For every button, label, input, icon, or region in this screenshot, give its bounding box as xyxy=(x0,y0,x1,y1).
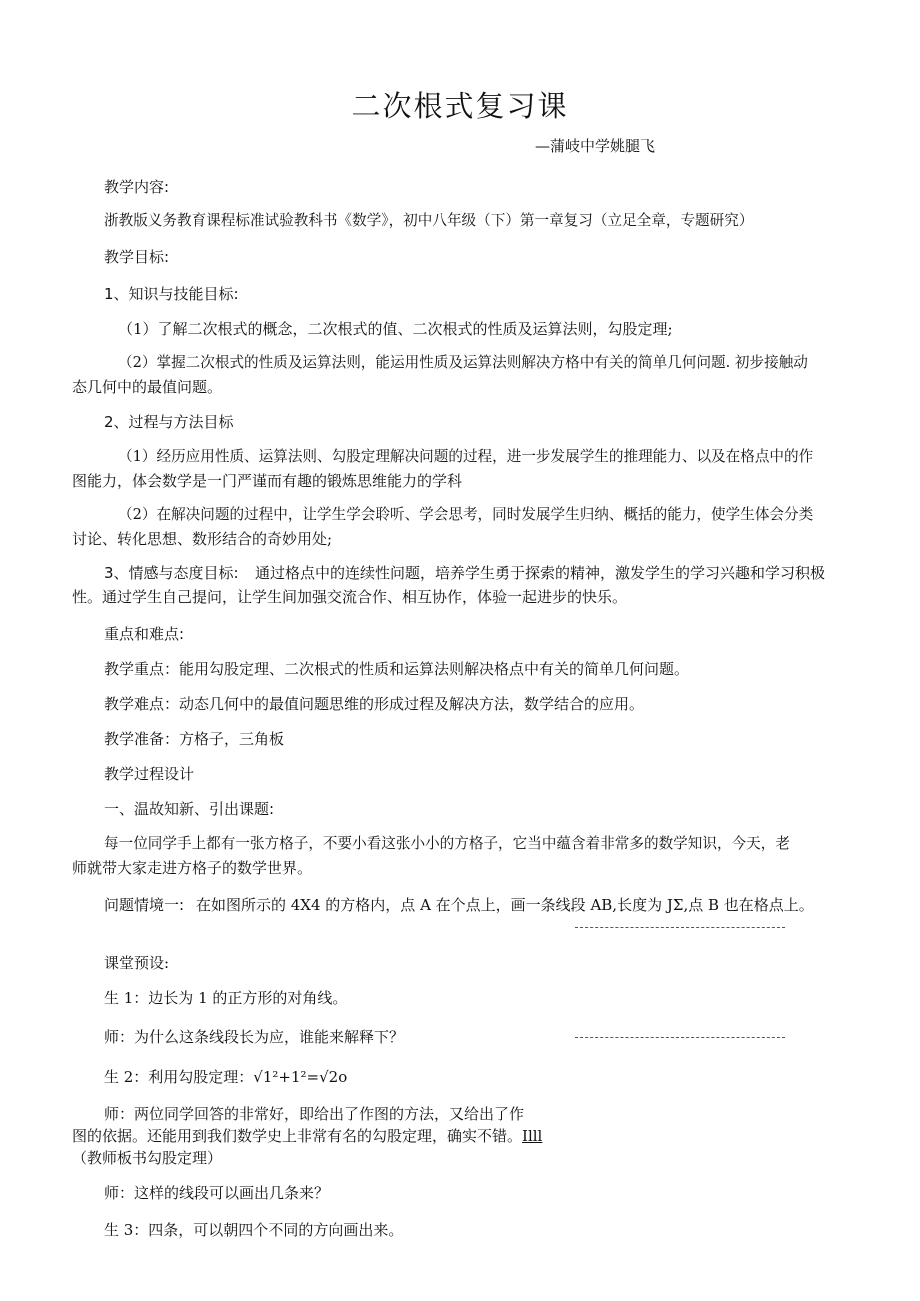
part1-text-a: 每一位同学手上都有一张方格子，不要小看这张小小的方格子，它当中蕴含着非常多的数学知识，今天，老 xyxy=(104,835,790,852)
author-line: —蒲岐中学姚腿飞 xyxy=(535,137,656,155)
goal1-paragraph-1: （1）了解二次根式的概念，二次根式的值、二次根式的性质及运算法则，勾股定理; xyxy=(118,320,673,338)
problem-label: 问题情境一: xyxy=(104,896,185,914)
content-heading: 教学内容: xyxy=(104,178,170,196)
teacher-2b-mark: Illl xyxy=(522,1127,543,1145)
dashed-line-1 xyxy=(575,927,785,928)
student-2: 生 2：利用勾股定理：√1²+1²=√2o xyxy=(104,1068,348,1086)
student-1: 生 1：边长为 1 的正方形的对角线。 xyxy=(104,989,348,1007)
part1-text-b: 师就带大家走进方格子的数学世界。 xyxy=(72,859,313,877)
teacher-2b-text: 图的依据。还能用到我们数学史上非常有名的勾股定理，确实不错。 xyxy=(72,1127,523,1145)
goal1-heading: 1、知识与技能目标: xyxy=(104,285,239,303)
goal3-text-b: 性。通过学生自己提问，让学生间加强交流合作、相互协作，体验一起进步的快乐。 xyxy=(72,588,628,606)
teacher-1: 师：为什么这条线段长为应，谁能来解释下？ xyxy=(104,1028,405,1046)
goal2-paragraph-1b: 图能力，体会数学是一门严谨而有趣的锻炼思维能力的学科 xyxy=(72,472,463,490)
student-3: 生 3：四条，可以朝四个不同的方向画出来。 xyxy=(104,1221,404,1239)
part1-heading: 一、温故知新、引出课题: xyxy=(104,800,275,818)
goal3-text-a: 通过格点中的连续性问题，培养学生勇于探索的精神，激发学生的学习兴趣和学习积极 xyxy=(255,564,826,582)
problem-text: 在如图所示的 4X4 的方格内，点 A 在个点上，画一条线段 AB,长度为 JΣ,点 B 也在格点上。 xyxy=(196,896,814,914)
goal2-heading: 2、过程与方法目标 xyxy=(104,413,234,431)
goals-heading: 教学目标: xyxy=(104,248,170,266)
process-heading: 教学过程设计 xyxy=(104,765,195,783)
key-point: 教学重点：能用勾股定理、二次根式的性质和运算法则解决格点中有关的简单几何问题。 xyxy=(104,660,690,678)
goal1-paragraph-2b: 态几何中的最值问题。 xyxy=(72,378,223,396)
teacher-3: 师：这样的线段可以画出几条来？ xyxy=(104,1184,330,1202)
key-heading: 重点和难点: xyxy=(104,625,185,643)
preparation: 教学准备：方格子，三角板 xyxy=(104,730,285,748)
difficult-point: 教学难点：动态几何中的最值问题思维的形成过程及解决方法，数学结合的应用。 xyxy=(104,695,645,713)
teacher-2c: （教师板书勾股定理） xyxy=(72,1149,223,1167)
document-title: 二次根式复习课 xyxy=(351,89,569,123)
preset-heading: 课堂预设: xyxy=(104,954,170,972)
content-text: 浙教版义务教育课程标准试验教科书《数学》，初中八年级（下）第一章复习（立足全章，专题研究） xyxy=(104,212,754,229)
goal1-paragraph-2a: （2）掌握二次根式的性质及运算法则，能运用性质及运算法则解决方格中有关的简单几何问题. 初步接触动 xyxy=(118,354,808,371)
teacher-2b xyxy=(72,1125,542,1147)
goal2-paragraph-2a: （2）在解决问题的过程中，让学生学会聆听、学会思考，同时发展学生归纳、概括的能力，使学生体会分类 xyxy=(118,506,814,523)
goal3-heading: 3、情感与态度目标: xyxy=(104,564,239,582)
goal2-paragraph-1a: （1）经历应用性质、运算法则、勾股定理解决问题的过程，进一步发展学生的推理能力、以及在格点中的作 xyxy=(118,448,814,465)
dashed-line-2 xyxy=(575,1037,785,1038)
goal2-paragraph-2b: 讨论、转化思想、数形结合的奇妙用处; xyxy=(72,530,333,548)
teacher-2a: 师：两位同学回答的非常好，即给出了作图的方法，又给出了作 xyxy=(104,1105,525,1123)
